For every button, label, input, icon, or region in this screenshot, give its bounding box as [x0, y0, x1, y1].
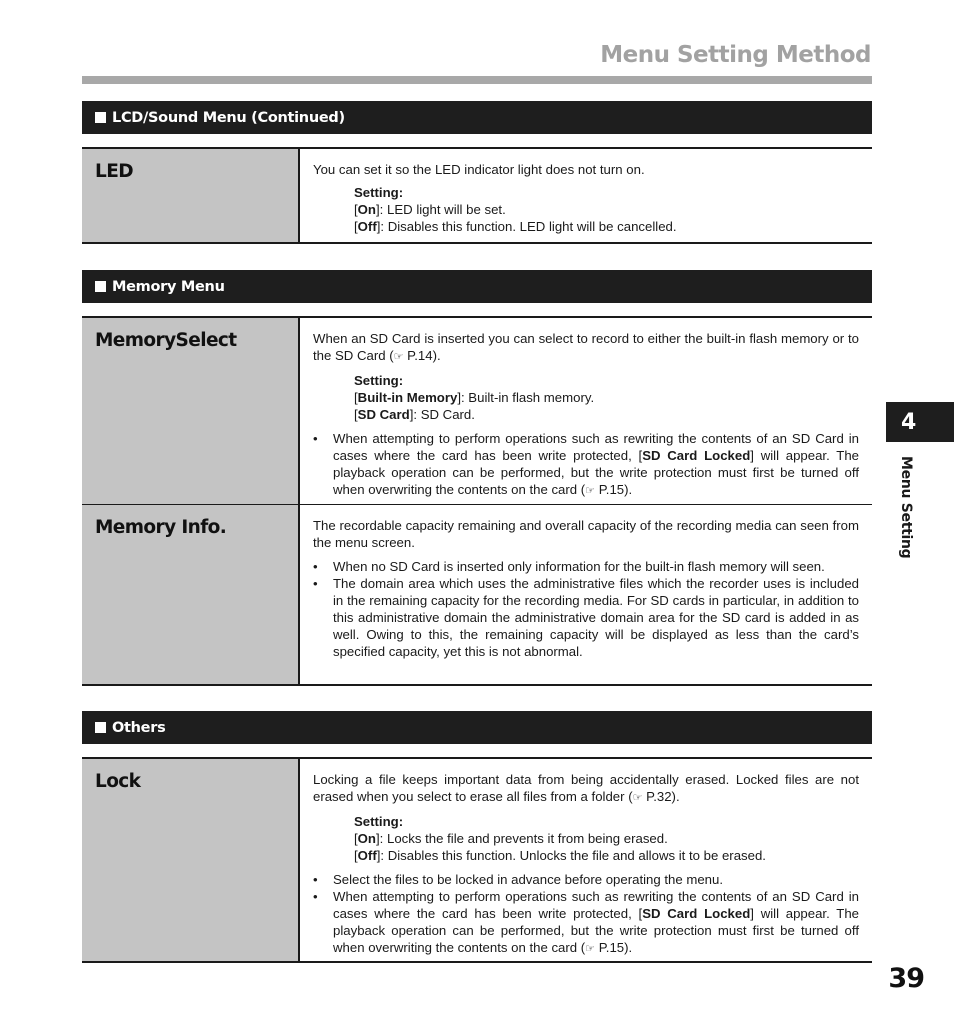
row-body-memory-info — [300, 505, 872, 684]
table-row — [82, 759, 872, 961]
page-reference-icon: ☞ — [393, 351, 404, 363]
page-reference-icon: ☞ — [585, 485, 596, 497]
row-title-memoryselect: MemorySelect — [82, 318, 300, 504]
lcd-sound-table — [82, 147, 872, 244]
square-bullet-icon — [95, 281, 106, 292]
row-intro: Locking a file keeps important data from being accidentally erased. Locked files are not erased when you select to erase all files from a folder (☞ P.32). — [313, 772, 859, 804]
title-rule — [82, 76, 872, 84]
chapter-label: Menu Setting — [898, 456, 914, 559]
setting-label: Setting: — [354, 373, 404, 388]
section-header-lcd-sound — [82, 101, 872, 134]
row-body-led — [300, 149, 872, 242]
row-intro: The recordable capacity remaining and overall capacity of the recording media can seen from the menu screen. — [313, 518, 859, 550]
section-heading: Others — [112, 719, 166, 736]
row-intro: You can set it so the LED indicator light does not turn on. — [313, 162, 645, 177]
notes-list — [313, 430, 859, 500]
setting-option: [On]: LED light will be set. — [354, 202, 506, 217]
setting-option: [SD Card]: SD Card. — [354, 407, 475, 422]
note-item: • Select the files to be locked in advance before operating the menu. — [313, 871, 859, 888]
page-reference-icon: ☞ — [585, 943, 596, 955]
memory-table — [82, 316, 872, 686]
table-row — [82, 149, 872, 242]
row-body-memoryselect — [300, 318, 872, 504]
setting-option: [Off]: Disables this function. LED light will be cancelled. — [354, 219, 677, 234]
page-reference-icon: ☞ — [632, 792, 643, 804]
setting-label: Setting: — [354, 814, 404, 829]
section-header-memory — [82, 270, 872, 303]
row-title-lock: Lock — [82, 759, 300, 961]
notes-list — [313, 558, 859, 660]
square-bullet-icon — [95, 722, 106, 733]
page-title: Menu Setting Method — [600, 42, 871, 68]
setting-block — [354, 372, 859, 423]
square-bullet-icon — [95, 112, 106, 123]
setting-block — [354, 813, 859, 864]
note-item: • When attempting to perform operations such as rewriting the contents of an SD Card in cases where the card has been write protected, [SD Card Locked] will appear. The playback operation can be performed, but the write protection must first be turned off when overwriting the contents on the card (☞ P.15). — [313, 430, 859, 500]
chapter-tab: 4 — [886, 402, 954, 442]
row-title-led: LED — [82, 149, 300, 242]
row-body-lock — [300, 759, 872, 961]
section-heading: Memory Menu — [112, 278, 225, 295]
page-number: 39 — [888, 963, 924, 994]
notes-list — [313, 871, 859, 958]
setting-option: [Off]: Disables this function. Unlocks the file and allows it to be erased. — [354, 848, 766, 863]
setting-option: [On]: Locks the file and prevents it from being erased. — [354, 831, 668, 846]
table-row — [82, 318, 872, 504]
note-item: • When attempting to perform operations such as rewriting the contents of an SD Card in cases where the card has been write protected, [SD Card Locked] will appear. The playback operation can be performed, but the write protection must first be turned off when overwriting the contents on the card (☞ P.15). — [313, 888, 859, 958]
row-intro: When an SD Card is inserted you can select to record to either the built-in flash memory or to the SD Card (☞ P.14). — [313, 331, 859, 363]
note-item: • The domain area which uses the administrative files which the recorder uses is included in the remaining capacity for the recording media. For SD cards in particular, in addition to this administrative domain the administrative domain area for the SD card is added in as well. Owing to this, the remaining capacity will be displayed as less than the card’s specified capacity, yet this is not abnormal. — [313, 575, 859, 660]
setting-option: [Built-in Memory]: Built-in flash memory. — [354, 390, 595, 405]
section-heading: LCD/Sound Menu (Continued) — [112, 109, 345, 126]
setting-block — [354, 184, 859, 235]
row-title-memory-info: Memory Info. — [82, 505, 300, 684]
others-table — [82, 757, 872, 963]
table-row — [82, 504, 872, 684]
setting-label: Setting: — [354, 185, 404, 200]
note-item: • When no SD Card is inserted only information for the built-in flash memory will seen. — [313, 558, 859, 575]
section-header-others — [82, 711, 872, 744]
